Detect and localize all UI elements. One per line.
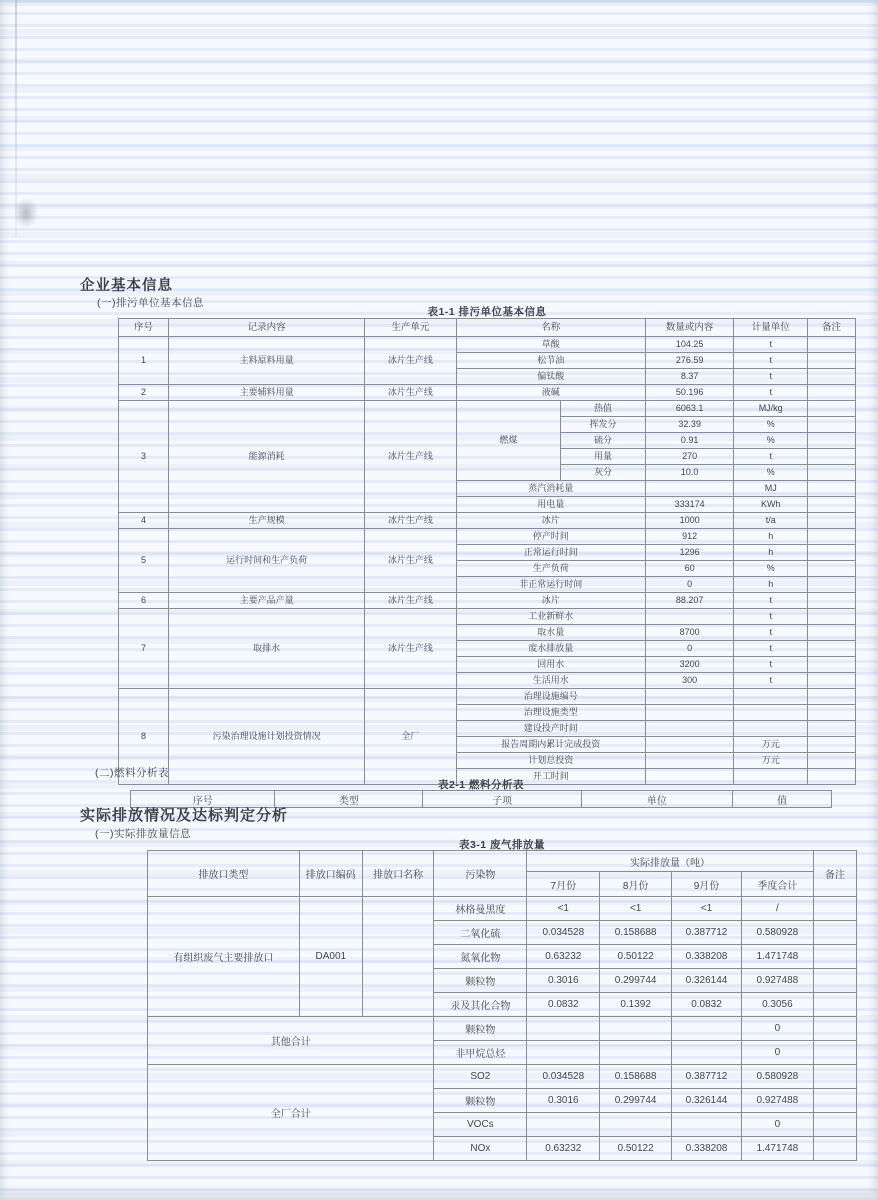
table-cell	[645, 737, 733, 753]
table-cell: 0.927488	[742, 1089, 814, 1113]
table-cell: 0.63232	[527, 945, 600, 969]
table-cell	[813, 1137, 856, 1161]
ink-smudge	[14, 198, 38, 228]
table-cell: 104.25	[645, 337, 733, 353]
table-cell: 0.299744	[600, 969, 672, 993]
table-cell: 8.37	[645, 369, 733, 385]
table-cell: 计量单位	[734, 319, 808, 337]
table-cell: SO2	[434, 1065, 527, 1089]
table-cell: 冰片生产线	[365, 593, 456, 609]
table-cell: 3	[119, 401, 169, 513]
table-cell: 子项	[423, 791, 581, 808]
table-cell	[808, 513, 856, 529]
table-cell: h	[734, 577, 808, 593]
table-cell: 开工时间	[456, 769, 645, 785]
table-row	[148, 851, 857, 872]
table-cell: <1	[527, 897, 600, 921]
table-cell: 0.387712	[671, 921, 741, 945]
table-cell: 0.326144	[671, 969, 741, 993]
table-cell	[645, 721, 733, 737]
table-cell: 0.338208	[671, 945, 741, 969]
table-cell	[808, 465, 856, 481]
table-cell: t	[734, 641, 808, 657]
table-cell	[734, 721, 808, 737]
table-cell: 0.50122	[600, 1137, 672, 1161]
table-cell: 8700	[645, 625, 733, 641]
subsection-fuel-analysis: (二)燃料分析表	[95, 767, 169, 779]
table-cell: 主要辅料用量	[169, 385, 365, 401]
table-cell: 全厂合计	[148, 1065, 434, 1161]
table-row	[119, 401, 856, 417]
table-cell: 300	[645, 673, 733, 689]
table-cell: 运行时间和生产负荷	[169, 529, 365, 593]
table-cell: 值	[733, 791, 832, 808]
table-row	[119, 529, 856, 545]
table-cell: 备注	[813, 851, 856, 897]
table-cell: 333174	[645, 497, 733, 513]
table-cell: 0	[645, 641, 733, 657]
table-cell	[645, 705, 733, 721]
table-cell: 1	[119, 337, 169, 385]
table-cell	[808, 689, 856, 705]
table-cell	[808, 721, 856, 737]
table-cell: 32.39	[645, 417, 733, 433]
table-cell: 冰片生产线	[365, 529, 456, 593]
table-cell: 氮氧化物	[434, 945, 527, 969]
table-cell: 冰片	[456, 513, 645, 529]
table-cell: 0.034528	[527, 921, 600, 945]
table-cell	[808, 737, 856, 753]
table-cell: 废水排放量	[456, 641, 645, 657]
table-cell: 0	[645, 577, 733, 593]
table-cell: 有组织废气主要排放口	[148, 897, 300, 1017]
table-row	[148, 1065, 857, 1089]
subsection-pollutant-unit-basic-info: (一)排污单位基本信息	[97, 297, 204, 309]
table-cell: 全厂	[365, 689, 456, 785]
table-cell: 硫分	[561, 433, 646, 449]
table-cell: 颗粒物	[434, 1089, 527, 1113]
table-cell: 排放口编码	[299, 851, 362, 897]
table-cell	[813, 1017, 856, 1041]
table-cell: %	[734, 433, 808, 449]
table-cell: 灰分	[561, 465, 646, 481]
table-cell: 270	[645, 449, 733, 465]
table-cell	[808, 705, 856, 721]
table-cell: 用量	[561, 449, 646, 465]
table-cell: t	[734, 369, 808, 385]
table-cell: 单位	[581, 791, 732, 808]
table-cell: 取排水	[169, 609, 365, 689]
table-cell: 0.299744	[600, 1089, 672, 1113]
table-cell: t	[734, 337, 808, 353]
table3-container	[147, 850, 857, 1161]
table-cell: 冰片生产线	[365, 337, 456, 385]
table-cell: 7月份	[527, 872, 600, 897]
table-cell: <1	[600, 897, 672, 921]
table-cell	[734, 689, 808, 705]
table-cell: 0.927488	[742, 969, 814, 993]
table-cell: KWh	[734, 497, 808, 513]
table-cell: 类型	[275, 791, 423, 808]
table-cell	[645, 481, 733, 497]
table-cell: h	[734, 529, 808, 545]
table-cell: 0.158688	[600, 1065, 672, 1089]
table-cell: 能源消耗	[169, 401, 365, 513]
table-cell: 0	[742, 1017, 814, 1041]
table-cell	[813, 993, 856, 1017]
table-cell	[671, 1017, 741, 1041]
table-cell: 生产规模	[169, 513, 365, 529]
table-cell	[808, 337, 856, 353]
table-cell: 8	[119, 689, 169, 785]
table-cell: %	[734, 561, 808, 577]
table-cell: h	[734, 545, 808, 561]
table-cell: 生活用水	[456, 673, 645, 689]
table-cell: 热值	[561, 401, 646, 417]
table-cell: DA001	[299, 897, 362, 1017]
table-cell	[808, 753, 856, 769]
table-row	[148, 897, 857, 921]
table-cell: 912	[645, 529, 733, 545]
table-cell	[813, 945, 856, 969]
table-cell: 报告周期内累计完成投资	[456, 737, 645, 753]
table-cell: 计划总投资	[456, 753, 645, 769]
table-cell	[600, 1017, 672, 1041]
table-cell: 冰片生产线	[365, 385, 456, 401]
table-row	[119, 593, 856, 609]
table-cell: 用电量	[456, 497, 645, 513]
table-cell: 取水量	[456, 625, 645, 641]
table-cell	[808, 609, 856, 625]
table-cell	[645, 753, 733, 769]
table-cell: 主要产品产量	[169, 593, 365, 609]
table-cell	[808, 673, 856, 689]
table-cell	[808, 417, 856, 433]
table-cell: 排放口类型	[148, 851, 300, 897]
table-cell: VOCs	[434, 1113, 527, 1137]
table-cell: 序号	[119, 319, 169, 337]
table-cell	[808, 433, 856, 449]
table-cell: 0	[742, 1041, 814, 1065]
table-cell	[645, 609, 733, 625]
table-cell: 停产时间	[456, 529, 645, 545]
table-row	[148, 1017, 857, 1041]
table-cell: 6	[119, 593, 169, 609]
table-cell	[813, 1041, 856, 1065]
table-cell: 排放口名称	[362, 851, 434, 897]
table-cell: 治理设施编号	[456, 689, 645, 705]
table1-container	[118, 318, 856, 785]
table-cell: 0.63232	[527, 1137, 600, 1161]
table-cell: t	[734, 449, 808, 465]
table-cell: 万元	[734, 753, 808, 769]
table-cell: t	[734, 625, 808, 641]
table-cell: t	[734, 593, 808, 609]
table-row	[119, 337, 856, 353]
table-cell: t	[734, 353, 808, 369]
table-cell: 污染物	[434, 851, 527, 897]
table-cell	[808, 641, 856, 657]
table-cell	[813, 969, 856, 993]
table-cell	[808, 593, 856, 609]
table-cell	[645, 689, 733, 705]
table2-caption: 表2-1 燃料分析表	[437, 779, 525, 791]
table-cell	[813, 921, 856, 945]
table-cell: 草酸	[456, 337, 645, 353]
table-cell: 0.3016	[527, 1089, 600, 1113]
table-row	[119, 385, 856, 401]
table-cell	[808, 401, 856, 417]
table-cell: 建设投产时间	[456, 721, 645, 737]
table-cell: 治理设施类型	[456, 705, 645, 721]
table-cell: 0.50122	[600, 945, 672, 969]
table-cell	[808, 657, 856, 673]
table-cell: t	[734, 609, 808, 625]
table-cell	[671, 1041, 741, 1065]
table-cell	[600, 1041, 672, 1065]
table-cell: 记录内容	[169, 319, 365, 337]
table-cell: 偏钛酸	[456, 369, 645, 385]
table-cell: t/a	[734, 513, 808, 529]
table-cell: 颗粒物	[434, 969, 527, 993]
table-cell: %	[734, 465, 808, 481]
basic-info-table	[118, 318, 856, 785]
table-cell: 1.471748	[742, 945, 814, 969]
table-cell: %	[734, 417, 808, 433]
table-cell: 1.471748	[742, 1137, 814, 1161]
table-cell: 276.59	[645, 353, 733, 369]
table-cell: 数量或内容	[645, 319, 733, 337]
table-cell	[734, 705, 808, 721]
table-cell: 生产负荷	[456, 561, 645, 577]
table-cell: 2	[119, 385, 169, 401]
table-cell	[808, 369, 856, 385]
table-cell: 蒸汽消耗量	[456, 481, 645, 497]
table-cell: 0.387712	[671, 1065, 741, 1089]
table-cell: 冰片生产线	[365, 401, 456, 513]
table3-caption: 表3-1 废气排放量	[458, 839, 546, 851]
table-cell: t	[734, 657, 808, 673]
table-cell	[362, 897, 434, 1017]
table-cell: MJ/kg	[734, 401, 808, 417]
table-cell: 0.1392	[600, 993, 672, 1017]
table-cell: 0.034528	[527, 1065, 600, 1089]
table-cell: 其他合计	[148, 1017, 434, 1065]
table-row	[119, 689, 856, 705]
table-cell: 7	[119, 609, 169, 689]
table-cell	[813, 1065, 856, 1089]
table-cell: 0.3016	[527, 969, 600, 993]
table-row	[119, 609, 856, 625]
table-cell	[527, 1017, 600, 1041]
table-cell: t	[734, 385, 808, 401]
subsection-actual-emission-info: (一)实际排放量信息	[95, 828, 191, 840]
table-cell: 万元	[734, 737, 808, 753]
table-cell: 林格曼黑度	[434, 897, 527, 921]
table-cell: 松节油	[456, 353, 645, 369]
table-cell: 88.207	[645, 593, 733, 609]
table-cell: 燃煤	[456, 401, 561, 481]
table-cell: /	[742, 897, 814, 921]
table-cell: 10.0	[645, 465, 733, 481]
table-cell: MJ	[734, 481, 808, 497]
table-cell: 0.3056	[742, 993, 814, 1017]
table-cell: 汞及其化合物	[434, 993, 527, 1017]
table-cell	[808, 529, 856, 545]
table-cell: 0.158688	[600, 921, 672, 945]
table-cell	[808, 561, 856, 577]
table-cell: 0	[742, 1113, 814, 1137]
table-cell: 冰片生产线	[365, 513, 456, 529]
table-cell: 60	[645, 561, 733, 577]
table-cell	[813, 1089, 856, 1113]
table-cell: 冰片生产线	[365, 609, 456, 689]
table-cell: 1296	[645, 545, 733, 561]
table-cell: 50.196	[645, 385, 733, 401]
table-cell	[808, 497, 856, 513]
table-cell	[808, 577, 856, 593]
table-cell: 0.91	[645, 433, 733, 449]
table-cell: 0.580928	[742, 1065, 814, 1089]
table-cell: 3200	[645, 657, 733, 673]
table-cell	[808, 545, 856, 561]
table-cell: t	[734, 673, 808, 689]
table-cell: 实际排放量（吨）	[527, 851, 813, 872]
table-row	[119, 319, 856, 337]
table-cell	[527, 1041, 600, 1065]
table-cell: 9月份	[671, 872, 741, 897]
table-cell: 颗粒物	[434, 1017, 527, 1041]
table-cell: 备注	[808, 319, 856, 337]
table-cell: 液碱	[456, 385, 645, 401]
table-cell: 二氧化硫	[434, 921, 527, 945]
table-cell: 冰片	[456, 593, 645, 609]
table-cell: 0.0832	[527, 993, 600, 1017]
table-cell: 季度合计	[742, 872, 814, 897]
section-title-enterprise-basic-info: 企业基本信息	[80, 278, 173, 294]
table-cell	[600, 1113, 672, 1137]
table-cell: 0.338208	[671, 1137, 741, 1161]
table-cell	[808, 625, 856, 641]
table-cell: 1000	[645, 513, 733, 529]
table-cell	[671, 1113, 741, 1137]
section-title-actual-emission-analysis: 实际排放情况及达标判定分析	[80, 807, 289, 824]
table-cell: 工业新鲜水	[456, 609, 645, 625]
table-row	[119, 513, 856, 529]
table-cell: 8月份	[600, 872, 672, 897]
table-cell: 主料原料用量	[169, 337, 365, 385]
table-cell: 非甲烷总烃	[434, 1041, 527, 1065]
table-cell: 6063.1	[645, 401, 733, 417]
table-cell: 0.326144	[671, 1089, 741, 1113]
table-cell: 非正常运行时间	[456, 577, 645, 593]
table-cell	[808, 481, 856, 497]
table-cell: 污染治理设施计划投资情况	[169, 689, 365, 785]
table-cell	[813, 1113, 856, 1137]
table-cell: NOx	[434, 1137, 527, 1161]
table-cell: <1	[671, 897, 741, 921]
table-cell: 正常运行时间	[456, 545, 645, 561]
table-cell: 挥发分	[561, 417, 646, 433]
table-cell	[527, 1113, 600, 1137]
table1-caption: 表1-1 排污单位基本信息	[427, 306, 547, 318]
table-cell: 名称	[456, 319, 645, 337]
waste-gas-emission-table	[147, 850, 857, 1161]
table-cell: 回用水	[456, 657, 645, 673]
table-cell: 0.0832	[671, 993, 741, 1017]
table-cell: 4	[119, 513, 169, 529]
table-cell: 生产单元	[365, 319, 456, 337]
table-cell	[808, 449, 856, 465]
table-cell	[813, 897, 856, 921]
table-cell: 5	[119, 529, 169, 593]
table-cell	[808, 385, 856, 401]
table-cell: 0.580928	[742, 921, 814, 945]
table-cell: 序号	[131, 791, 275, 808]
table-cell	[808, 353, 856, 369]
